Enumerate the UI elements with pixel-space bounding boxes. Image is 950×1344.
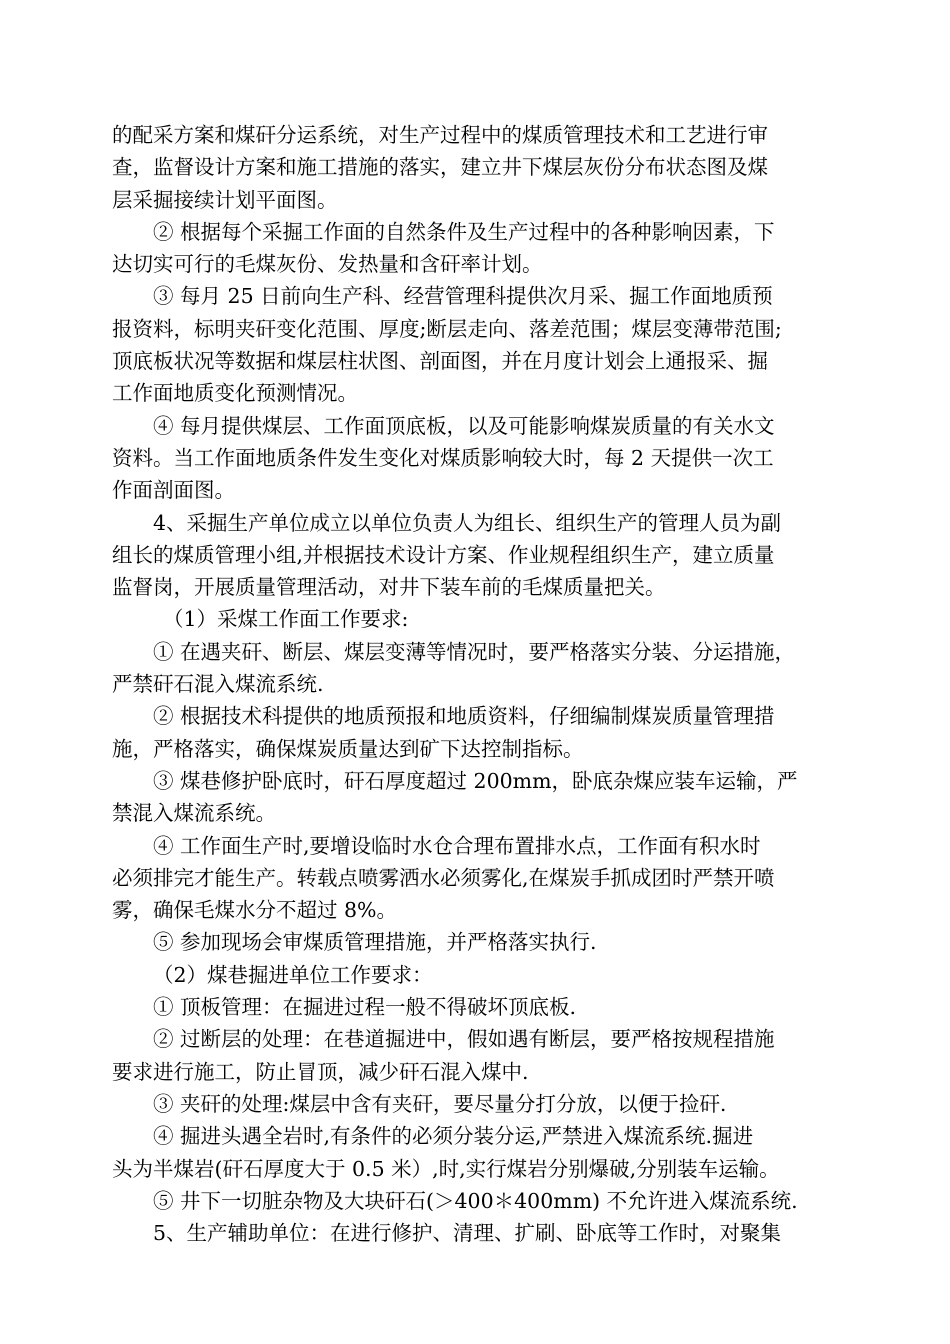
text-line: （2）煤巷掘进单位工作要求： [153,962,433,987]
text-line: 禁混入煤流系统。 [112,801,276,826]
text-line: ③ 煤巷修护卧底时，矸石厚度超过 200mm，卧底杂煤应装车运输，严 [153,768,798,793]
text-line: 顶底板状况等数据和煤层柱状图、剖面图，并在月度计划会上通报采、掘 [112,349,768,374]
text-line: 作面剖面图。 [112,478,235,503]
text-line: 雾，确保毛煤水分不超过 8%。 [112,898,398,923]
text-line: ② 过断层的处理：在巷道掘进中，假如遇有断层，要严格按规程措施 [153,1027,775,1052]
text-line: 4、采掘生产单位成立以单位负责人为组长、组织生产的管理人员为副 [153,510,782,535]
text-line: 施，严格落实，确保煤炭质量达到矿下达控制指标。 [112,736,584,761]
text-line: ③ 夹矸的处理:煤层中含有夹矸，要尽量分打分放，以便于捡矸. [153,1091,727,1116]
document-body [112,119,844,1249]
text-line: 要求进行施工，防止冒顶，减少矸石混入煤中. [112,1059,529,1084]
text-line: 组长的煤质管理小组,并根据技术设计方案、作业规程组织生产，建立质量 [112,542,775,567]
text-line: ① 在遇夹矸、断层、煤层变薄等情况时，要严格落实分装、分运措施， [153,639,796,664]
text-line: ⑤ 参加现场会审煤质管理措施，并严格落实执行. [153,930,597,955]
text-line: ④ 工作面生产时,要增设临时水仓合理布置排水点，工作面有积水时 [153,833,761,858]
text-line: ⑤ 井下一切脏杂物及大块矸石(＞400＊400mm) 不允许进入煤流系统. [153,1188,798,1213]
text-line: ④ 掘进头遇全岩时,有条件的必须分装分运,严禁进入煤流系统.掘进 [153,1124,754,1149]
text-line: ① 顶板管理：在掘进过程一般不得破坏顶底板. [153,995,577,1020]
text-line: 资料。当工作面地质条件发生变化对煤质影响较大时，每 2 天提供一次工 [112,445,774,470]
text-line: 达切实可行的毛煤灰份、发热量和含矸率计划。 [112,252,543,277]
text-line: 严禁矸石混入煤流系统. [112,672,324,697]
text-line: 头为半煤岩(矸石厚度大于 0.5 米）,时,实行煤岩分别爆破,分别装车运输。 [112,1156,780,1181]
text-line: ② 根据技术科提供的地质预报和地质资料，仔细编制煤炭质量管理措 [153,704,775,729]
text-line: 工作面地质变化预测情况。 [112,381,358,406]
text-line: ④ 每月提供煤层、工作面顶底板，以及可能影响煤炭质量的有关水文 [153,413,775,438]
text-line: ② 根据每个采掘工作面的自然条件及生产过程中的各种影响因素，下 [153,219,775,244]
text-line: 监督岗，开展质量管理活动，对井下装车前的毛煤质量把关。 [112,575,666,600]
text-line: 层采掘接续计划平面图。 [112,187,338,212]
text-line: ③ 每月 25 日前向生产科、经营管理科提供次月采、掘工作面地质预 [153,284,773,309]
text-line: 报资料，标明夹矸变化范围、厚度;断层走向、落差范围；煤层变薄带范围; [112,316,782,341]
text-line: 的配采方案和煤矸分运系统，对生产过程中的煤质管理技术和工艺进行审 [112,123,768,147]
text-line: 必须排完才能生产。转载点喷雾洒水必须雾化,在煤炭手抓成团时严禁开喷 [112,865,775,890]
text-line: （1）采煤工作面工作要求: [163,607,409,632]
text-line: 5、生产辅助单位：在进行修护、清理、扩刷、卧底等工作时，对聚集 [153,1221,782,1246]
text-line: 查，监督设计方案和施工措施的落实，建立井下煤层灰份分布状态图及煤 [112,155,768,180]
